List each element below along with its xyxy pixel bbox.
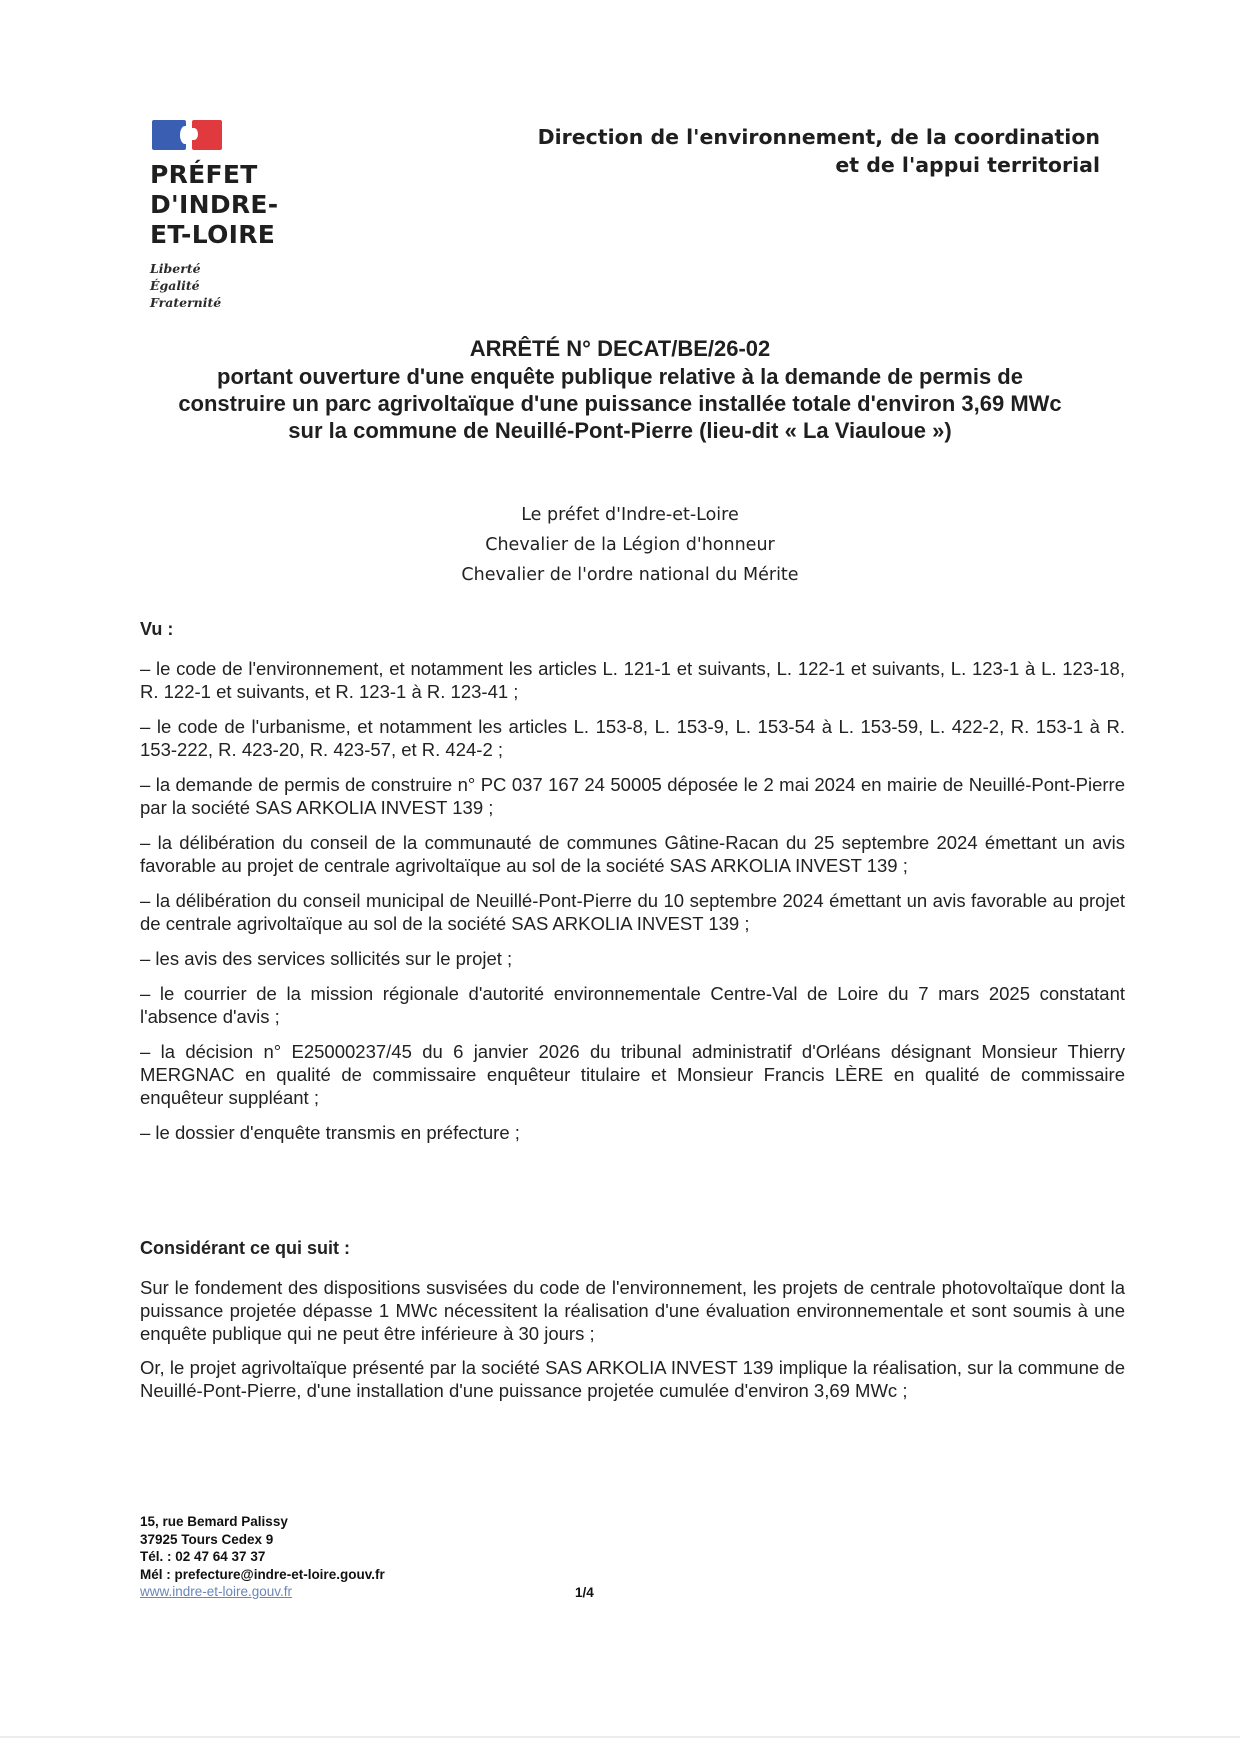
prefet-line: ET-LOIRE: [150, 220, 276, 249]
vu-item: – la demande de permis de construire n° PC 037 167 24 50005 déposée le 2 mai 2024 en mairie de Neuillé-Pont-Pierre par la société SAS ARKOLIA INVEST 139 ;: [140, 774, 1125, 818]
footer-website-link[interactable]: www.indre-et-loire.gouv.fr: [140, 1584, 293, 1599]
vu-item: – la décision n° E25000237/45 du 6 janvier 2026 du tribunal administratif d'Orléans désignant Monsieur Thierry MERGNAC en qualité de commissaire enquêteur titulaire et Monsieur Francis LÈRE en qualité de commissaire enquêteur suppléant ;: [140, 1041, 1125, 1108]
scan-edge-divider: [0, 1736, 1240, 1738]
prefect-title-line: Chevalier de la Légion d'honneur: [485, 535, 775, 555]
object-line: sur la commune de Neuillé-Pont-Pierre (lieu-dit « La Viauloue »): [288, 418, 952, 443]
motto-line: Égalité: [150, 278, 200, 293]
vu-item: – le dossier d'enquête transmis en préfecture ;: [140, 1122, 520, 1143]
footer-contact: [140, 1513, 640, 1601]
vu-heading: Vu :: [140, 619, 174, 639]
considerant-section: [140, 1237, 1125, 1413]
footer-email: Mél : prefecture@indre-et-loire.gouv.fr: [140, 1566, 385, 1582]
prefet-line: D'INDRE-: [150, 190, 279, 219]
vu-item: – la délibération du conseil municipal de Neuillé-Pont-Pierre du 10 septembre 2024 émettant un avis favorable au projet de centrale agrivoltaïque au sol de la société SAS ARKOLIA INVEST 139 ;: [140, 890, 1125, 934]
footer-phone: Tél. : 02 47 64 37 37: [140, 1549, 266, 1564]
marianne-flag-icon: [152, 120, 226, 150]
republic-motto: [150, 260, 290, 311]
prefect-title-line: Le préfet d'Indre-et-Loire: [521, 505, 739, 525]
prefecture-logo: [150, 120, 290, 311]
prefet-line: PRÉFET: [150, 160, 258, 189]
vu-section: [140, 618, 1125, 1156]
vu-item: – les avis des services sollicités sur le projet ;: [140, 948, 513, 969]
flag-red-part: [192, 120, 222, 150]
considerant-heading: Considérant ce qui suit :: [140, 1238, 351, 1258]
direction-line: et de l'appui territorial: [835, 153, 1100, 177]
page-number: 1/4: [575, 1585, 594, 1600]
vu-item: – le courrier de la mission régionale d'autorité environnementale Centre-Val de Loire du 7 mars 2025 constatant l'absence d'avis ;: [140, 983, 1125, 1027]
footer-address-line: 15, rue Bemard Palissy: [140, 1514, 288, 1529]
arrete-number: ARRÊTÉ N° DECAT/BE/26-02: [469, 336, 771, 361]
arrete-object: [130, 363, 1110, 444]
direction-header: [500, 123, 1100, 179]
flag-blue-part: [152, 120, 186, 150]
motto-line: Fraternité: [150, 295, 222, 310]
vu-item: – le code de l'environnement, et notamment les articles L. 121-1 et suivants, L. 122-1 et suivants, L. 123-1 à L. 123-18, R. 122-1 et suivants, et R. 123-1 à R. 123-41 ;: [140, 658, 1125, 702]
object-line: portant ouverture d'une enquête publique relative à la demande de permis de: [217, 364, 1023, 389]
considerant-item: Or, le projet agrivoltaïque présenté par la société SAS ARKOLIA INVEST 139 implique la réalisation, sur la commune de Neuillé-Pont-Pierre, d'une installation d'une puissance projetée cumulée d'environ 3,69 MWc ;: [140, 1357, 1125, 1401]
direction-line: Direction de l'environnement, de la coordination: [537, 125, 1100, 149]
object-line: construire un parc agrivoltaïque d'une puissance installée totale d'environ 3,69 MWc: [178, 391, 1062, 416]
arrete-title: [130, 335, 1110, 444]
considerant-item: Sur le fondement des dispositions susvisées du code de l'environnement, les projets de centrale photovoltaïque dont la puissance projetée dépasse 1 MWc nécessitent la réalisation d'une évaluation environnementale et sont soumis à une enquête publique qui ne peut être inférieure à 30 jours ;: [140, 1277, 1125, 1344]
prefect-title-line: Chevalier de l'ordre national du Mérite: [461, 565, 799, 585]
motto-line: Liberté: [150, 261, 201, 276]
vu-item: – la délibération du conseil de la communauté de communes Gâtine-Racan du 25 septembre 2024 émettant un avis favorable au projet de centrale agrivoltaïque au sol de la société SAS ARKOLIA INVEST 139 ;: [140, 832, 1125, 876]
vu-item: – le code de l'urbanisme, et notamment les articles L. 153-8, L. 153-9, L. 153-54 à L. 153-59, L. 422-2, R. 153-1 à R. 153-222, R. 423-20, R. 423-57, et R. 424-2 ;: [140, 716, 1125, 760]
footer-address-line: 37925 Tours Cedex 9: [140, 1531, 274, 1547]
prefet-name: [150, 160, 290, 250]
prefect-titles: [330, 500, 930, 590]
